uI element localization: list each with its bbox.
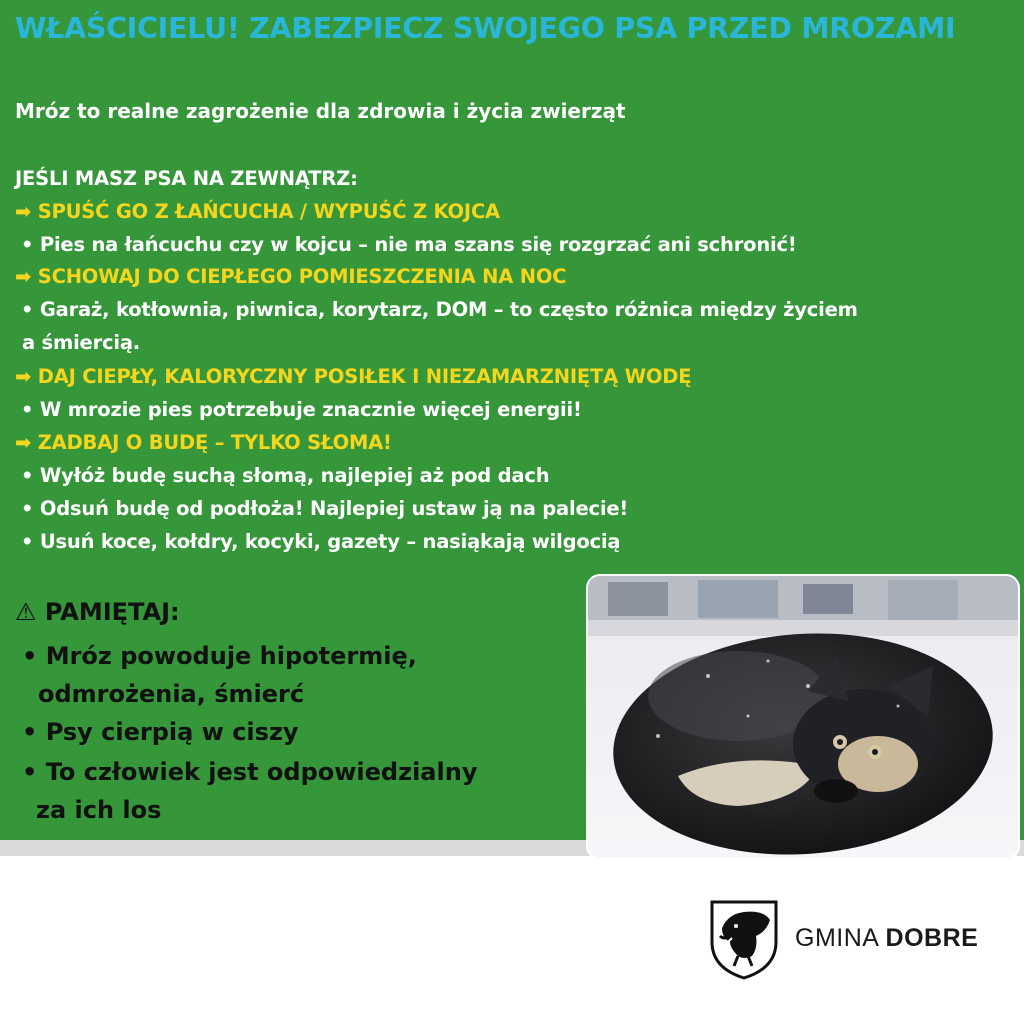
arrow-icon: ➡ bbox=[15, 365, 32, 388]
step-heading-4 bbox=[15, 431, 392, 454]
step-point bbox=[15, 497, 628, 520]
step-point-text: W mrozie pies potrzebuje znacznie więcej energii! bbox=[39, 398, 582, 421]
subtitle: Mróz to realne zagrożenie dla zdrowia i życia zwierząt bbox=[15, 99, 626, 123]
page-title: WŁAŚCICIELU! ZABEZPIECZ SWOJEGO PSA PRZED MROZAMI bbox=[15, 12, 956, 45]
bullet-icon: • bbox=[21, 464, 34, 487]
step-heading-1 bbox=[15, 200, 500, 223]
step-point bbox=[15, 530, 620, 553]
bullet-icon: • bbox=[21, 298, 34, 321]
logo-text bbox=[795, 924, 978, 953]
step-heading-2 bbox=[15, 265, 566, 288]
step-point-text: Odsuń budę od podłoża! Najlepiej ustaw ją na palecie! bbox=[39, 497, 629, 520]
bullet-icon: • bbox=[21, 233, 34, 256]
remember-line: • Psy cierpią w ciszy bbox=[22, 718, 299, 746]
bullet-icon: • bbox=[21, 497, 34, 520]
logo-name-regular: GMINA bbox=[795, 924, 886, 952]
step-point-text: Garaż, kotłownia, piwnica, korytarz, DOM – to często różnica między życiem bbox=[39, 298, 858, 321]
step-point-text: Pies na łańcuchu czy w kojcu – nie ma szans się rozgrzać ani schronić! bbox=[39, 233, 797, 256]
logo-name-bold: DOBRE bbox=[885, 924, 979, 952]
remember-heading-text: PAMIĘTAJ: bbox=[44, 598, 180, 626]
bullet-icon: • bbox=[21, 398, 34, 421]
step-point bbox=[15, 298, 858, 321]
outdoor-heading: JEŚLI MASZ PSA NA ZEWNĄTRZ: bbox=[15, 167, 358, 190]
remember-heading bbox=[15, 598, 180, 626]
step-heading-text: SPUŚĆ GO Z ŁAŃCUCHA / WYPUŚĆ Z KOJCA bbox=[37, 200, 500, 223]
dog-photo-illustration bbox=[588, 576, 1018, 858]
warning-icon: ⚠ bbox=[15, 598, 37, 626]
step-heading-text: SCHOWAJ DO CIEPŁEGO POMIESZCZENIA NA NOC bbox=[37, 265, 567, 288]
step-heading-text: ZADBAJ O BUDĘ – TYLKO SŁOMA! bbox=[37, 431, 392, 454]
remember-line: odmrożenia, śmierć bbox=[38, 680, 305, 708]
step-heading-3 bbox=[15, 365, 691, 388]
step-point-continuation: a śmiercią. bbox=[22, 331, 141, 354]
remember-line: za ich los bbox=[36, 796, 162, 824]
step-point bbox=[15, 464, 549, 487]
step-point-text: Usuń koce, kołdry, kocyki, gazety – nasiąkają wilgocią bbox=[39, 530, 621, 553]
remember-line: • Mróz powoduje hipotermię, bbox=[22, 642, 417, 670]
step-heading-text: DAJ CIEPŁY, KALORYCZNY POSIŁEK I NIEZAMARZNIĘTĄ WODĘ bbox=[37, 365, 692, 388]
arrow-icon: ➡ bbox=[15, 431, 32, 454]
dog-in-snow-photo bbox=[586, 574, 1020, 860]
arrow-icon: ➡ bbox=[15, 265, 32, 288]
remember-line: • To człowiek jest odpowiedzialny bbox=[22, 758, 478, 786]
boar-shield-emblem-icon bbox=[708, 898, 780, 980]
bullet-icon: • bbox=[21, 530, 34, 553]
arrow-icon: ➡ bbox=[15, 200, 32, 223]
step-point-text: Wyłóż budę suchą słomą, najlepiej aż pod dach bbox=[39, 464, 550, 487]
step-point bbox=[15, 233, 797, 256]
step-point bbox=[15, 398, 582, 421]
